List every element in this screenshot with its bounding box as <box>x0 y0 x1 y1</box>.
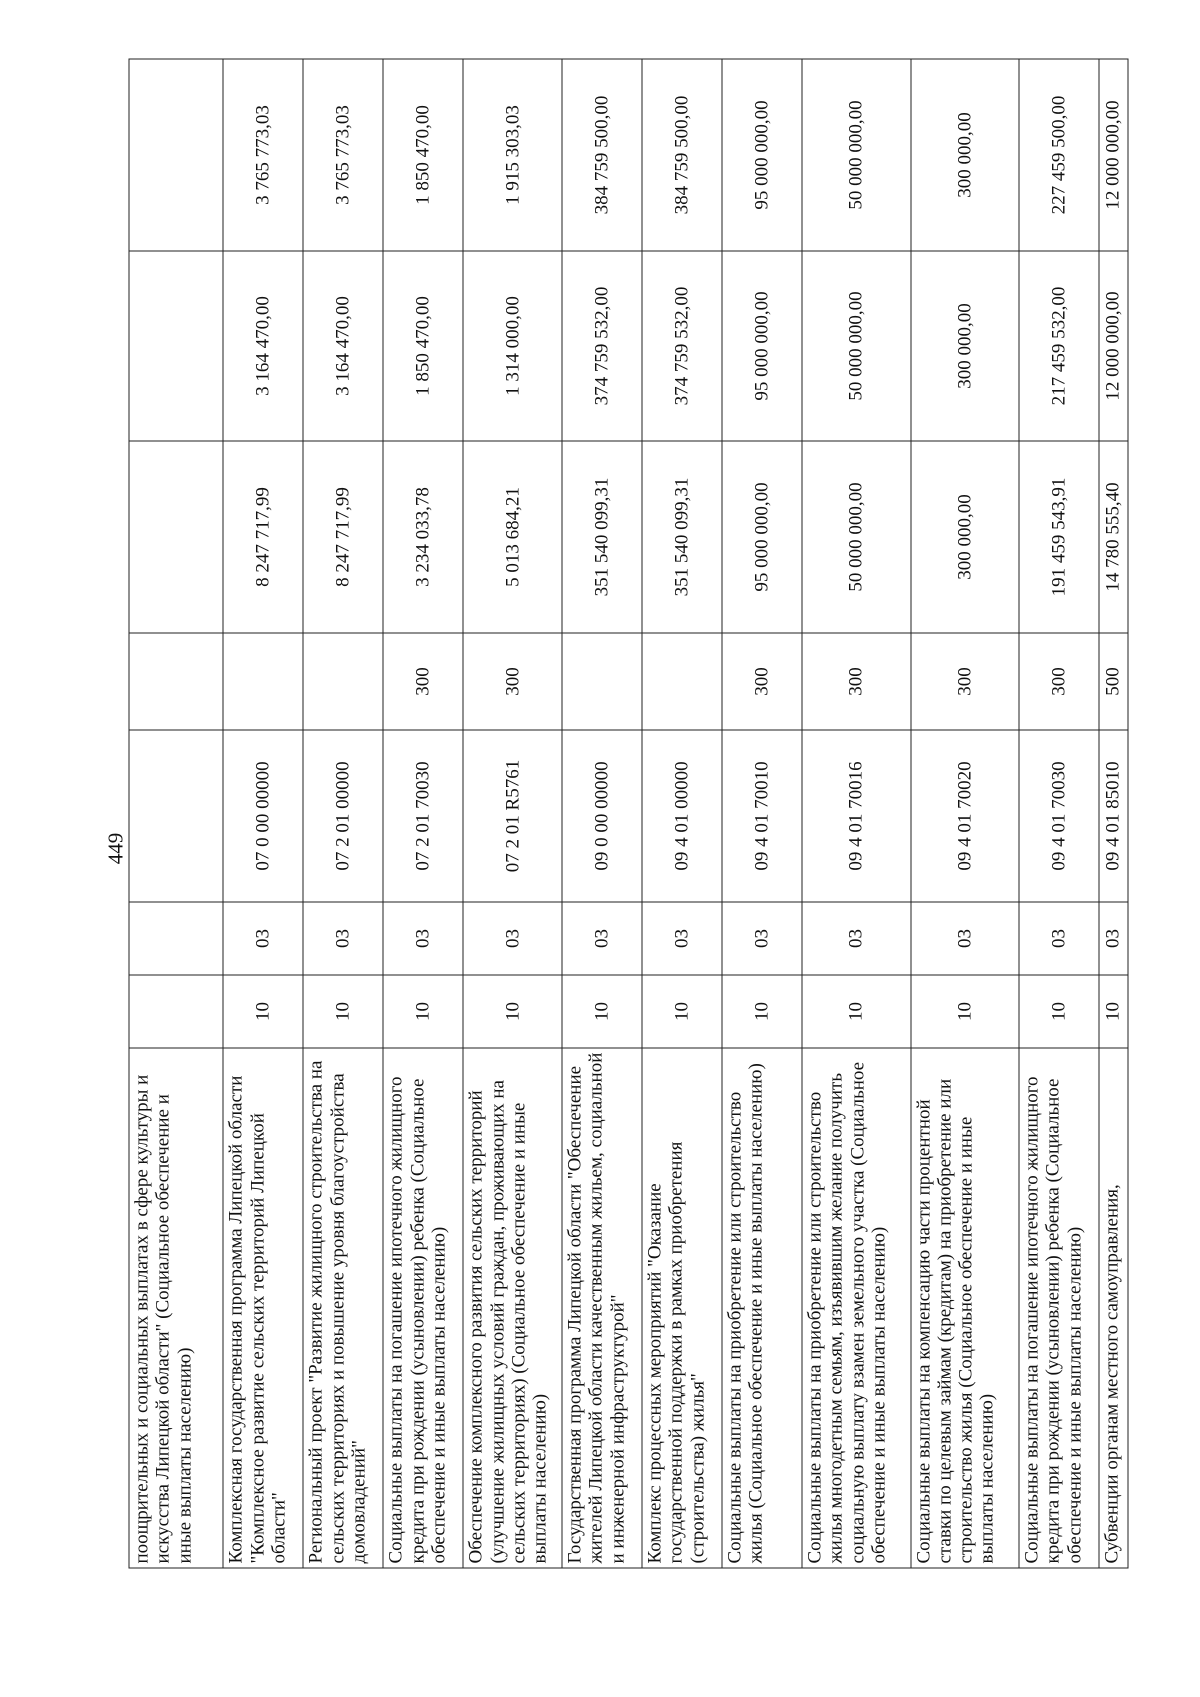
table-row <box>129 59 223 1568</box>
row-section: 10 <box>463 975 562 1048</box>
row-name: Социальные выплаты на приобретение или строительство жилья многодетным семьям, изъявившим желание получить социальную выплату взамен земельного участка (Социальное обеспечение и иные выплаты населению) <box>802 1048 911 1568</box>
row-target-code: 09 4 01 70030 <box>1019 730 1099 902</box>
row-amount-year2: 3 164 470,00 <box>303 251 383 441</box>
row-section: 10 <box>1099 975 1128 1048</box>
row-subsection: 03 <box>303 902 383 975</box>
row-name: Обеспечение комплексного развития сельских территорий (улучшение жилищных условий граждан, проживающих на сельских территориях) (Социальное обеспечение и иные выплаты населению) <box>463 1048 562 1568</box>
row-section <box>129 975 223 1048</box>
row-amount-year1 <box>129 441 223 633</box>
row-section: 10 <box>1019 975 1099 1048</box>
row-amount-year2: 12 000 000,00 <box>1099 251 1128 441</box>
row-amount-year1: 95 000 000,00 <box>722 441 802 633</box>
row-name: поощрительных и социальных выплатах в сфере культуры и искусства Липецкой области" (Социальное обеспечение и иные выплаты населению) <box>129 1048 223 1568</box>
row-amount-year3 <box>129 59 223 251</box>
row-target-code: 09 4 01 85010 <box>1099 730 1128 902</box>
row-amount-year1: 8 247 717,99 <box>223 441 303 633</box>
row-expense-type <box>562 633 642 730</box>
row-amount-year1: 3 234 033,78 <box>383 441 463 633</box>
row-subsection: 03 <box>463 902 562 975</box>
row-expense-type: 300 <box>1019 633 1099 730</box>
row-amount-year3: 384 759 500,00 <box>562 59 642 251</box>
table-row <box>463 59 562 1568</box>
row-name: Социальные выплаты на погашение ипотечного жилищного кредита при рождении (усыновлении) ребенка (Социальное обеспечение и иные выплаты населению) <box>1019 1048 1099 1568</box>
row-name: Социальные выплаты на компенсацию части процентной ставки по целевым займам (кредитам) на приобретение или строительство жилья (Социальное обеспечение и иные выплаты населению) <box>911 1048 1020 1568</box>
row-amount-year2: 1 850 470,00 <box>383 251 463 441</box>
table-row <box>802 59 911 1568</box>
row-section: 10 <box>722 975 802 1048</box>
row-subsection: 03 <box>562 902 642 975</box>
row-amount-year2: 374 759 532,00 <box>642 251 722 441</box>
row-amount-year1: 351 540 099,31 <box>642 441 722 633</box>
row-amount-year1: 300 000,00 <box>911 441 1020 633</box>
row-target-code: 07 2 01 70030 <box>383 730 463 902</box>
row-target-code: 09 4 01 00000 <box>642 730 722 902</box>
row-expense-type: 500 <box>1099 633 1128 730</box>
row-amount-year3: 12 000 000,00 <box>1099 59 1128 251</box>
row-section: 10 <box>642 975 722 1048</box>
row-amount-year3: 50 000 000,00 <box>802 59 911 251</box>
row-amount-year3: 3 765 773,03 <box>303 59 383 251</box>
row-subsection: 03 <box>642 902 722 975</box>
table-row <box>722 59 802 1568</box>
page-number: 449 <box>103 832 128 865</box>
row-expense-type: 300 <box>383 633 463 730</box>
row-subsection: 03 <box>911 902 1020 975</box>
row-section: 10 <box>911 975 1020 1048</box>
row-amount-year3: 1 915 303,03 <box>463 59 562 251</box>
row-amount-year3: 3 765 773,03 <box>223 59 303 251</box>
row-amount-year1: 50 000 000,00 <box>802 441 911 633</box>
row-target-code: 07 2 01 R5761 <box>463 730 562 902</box>
row-expense-type: 300 <box>722 633 802 730</box>
row-amount-year1: 14 780 555,40 <box>1099 441 1128 633</box>
row-amount-year2: 300 000,00 <box>911 251 1020 441</box>
row-section: 10 <box>802 975 911 1048</box>
table-row <box>642 59 722 1568</box>
row-amount-year2: 3 164 470,00 <box>223 251 303 441</box>
row-subsection: 03 <box>383 902 463 975</box>
row-amount-year1: 5 013 684,21 <box>463 441 562 633</box>
row-subsection <box>129 902 223 975</box>
table-row <box>223 59 303 1568</box>
row-amount-year2: 95 000 000,00 <box>722 251 802 441</box>
row-target-code: 09 4 01 70010 <box>722 730 802 902</box>
row-amount-year2: 50 000 000,00 <box>802 251 911 441</box>
row-expense-type: 300 <box>911 633 1020 730</box>
row-name: Региональный проект "Развитие жилищного строительства на сельских территориях и повышение уровня благоустройства домовладений" <box>303 1048 383 1568</box>
table-row <box>1099 59 1128 1568</box>
row-amount-year3: 300 000,00 <box>911 59 1020 251</box>
row-amount-year2: 1 314 000,00 <box>463 251 562 441</box>
row-amount-year1: 351 540 099,31 <box>562 441 642 633</box>
row-amount-year1: 8 247 717,99 <box>303 441 383 633</box>
row-name: Субвенции органам местного самоуправления, <box>1099 1048 1128 1568</box>
row-expense-type <box>303 633 383 730</box>
row-section: 10 <box>562 975 642 1048</box>
row-subsection: 03 <box>1099 902 1128 975</box>
row-amount-year1: 191 459 543,91 <box>1019 441 1099 633</box>
budget-table-rotated <box>129 60 1129 1569</box>
row-amount-year2 <box>129 251 223 441</box>
row-target-code: 09 4 01 70016 <box>802 730 911 902</box>
row-name: Государственная программа Липецкой области "Обеспечение жителей Липецкой области качественным жильем, социальной и инженерной инфраструктурой" <box>562 1048 642 1568</box>
row-target-code: 07 0 00 00000 <box>223 730 303 902</box>
table-row <box>1019 59 1099 1568</box>
table-row <box>911 59 1020 1568</box>
row-section: 10 <box>223 975 303 1048</box>
row-subsection: 03 <box>722 902 802 975</box>
row-amount-year3: 227 459 500,00 <box>1019 59 1099 251</box>
table-row <box>303 59 383 1568</box>
row-section: 10 <box>383 975 463 1048</box>
row-expense-type <box>223 633 303 730</box>
row-subsection: 03 <box>1019 902 1099 975</box>
row-name: Комплекс процессных мероприятий "Оказание государственной поддержки в рамках приобретения (строительства) жилья" <box>642 1048 722 1568</box>
row-subsection: 03 <box>802 902 911 975</box>
row-name: Социальные выплаты на приобретение или строительство жилья (Социальное обеспечение и иные выплаты населению) <box>722 1048 802 1568</box>
table-row <box>383 59 463 1568</box>
row-amount-year2: 217 459 532,00 <box>1019 251 1099 441</box>
row-subsection: 03 <box>223 902 303 975</box>
row-amount-year3: 1 850 470,00 <box>383 59 463 251</box>
row-section: 10 <box>303 975 383 1048</box>
row-target-code: 09 0 00 00000 <box>562 730 642 902</box>
row-target-code <box>129 730 223 902</box>
table-row <box>562 59 642 1568</box>
row-target-code: 07 2 01 00000 <box>303 730 383 902</box>
row-amount-year3: 384 759 500,00 <box>642 59 722 251</box>
budget-table <box>129 59 1129 1569</box>
row-expense-type <box>129 633 223 730</box>
row-expense-type: 300 <box>463 633 562 730</box>
row-target-code: 09 4 01 70020 <box>911 730 1020 902</box>
row-name: Социальные выплаты на погашение ипотечного жилищного кредита при рождении (усыновлении) ребенка (Социальное обеспечение и иные выплаты населению) <box>383 1048 463 1568</box>
row-amount-year2: 374 759 532,00 <box>562 251 642 441</box>
row-expense-type <box>642 633 722 730</box>
row-expense-type: 300 <box>802 633 911 730</box>
row-name: Комплексная государственная программа Липецкой области "Комплексное развитие сельских территорий Липецкой области" <box>223 1048 303 1568</box>
row-amount-year3: 95 000 000,00 <box>722 59 802 251</box>
